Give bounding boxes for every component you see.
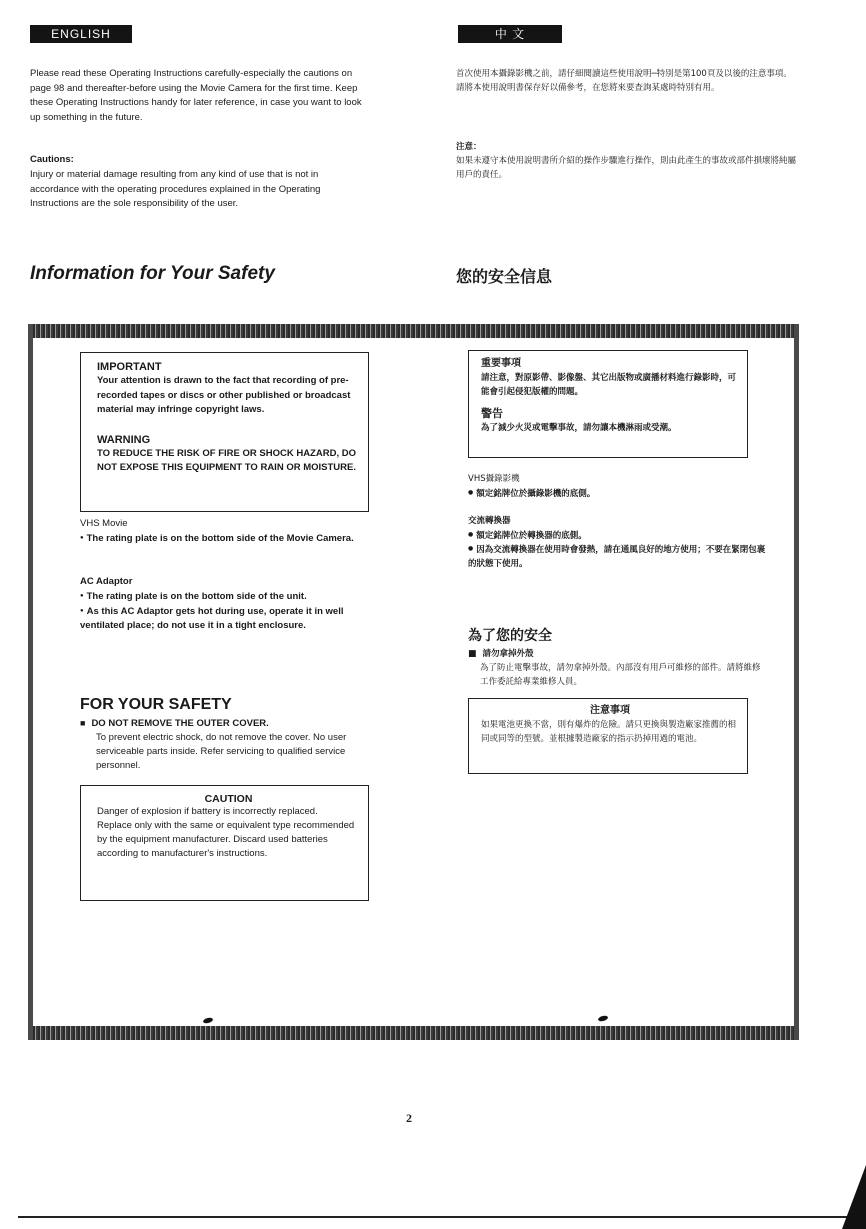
chinese-language-tab: 中 文 xyxy=(458,25,562,43)
chinese-safety-text: 為了防止電擊事故，請勿拿掉外殼。內部沒有用戶可維修的部件。請將維修工作委託給專業維修人員。 xyxy=(480,663,761,687)
page-number: 2 xyxy=(406,1111,412,1125)
chinese-warning-text: 為了減少火災或電擊事故，請勿讓本機淋雨或受潮。 xyxy=(481,423,677,433)
chinese-important-warning-box xyxy=(468,350,748,458)
chinese-important-title: 重要事項 xyxy=(481,358,521,369)
english-vhs-text: ● The rating plate is on the bottom side of the Movie Camera. xyxy=(80,531,365,546)
chinese-important-text: 請注意，對原影帶、影像盤、其它出版物或廣播材料進行錄影時，可能會引起侵犯版權的問題。 xyxy=(481,373,737,397)
corner-scan-shadow xyxy=(842,1165,866,1229)
panel-top-edge xyxy=(33,324,794,338)
english-ac-item-2: ● As this AC Adaptor gets hot during use, operate it in well ventilated place; do not use it in a tight enclosure. xyxy=(80,604,365,633)
english-cautions-text: Injury or material damage resulting from any kind of use that is not in accordance with the operating procedures explained in the Operating Instructions are the sole responsibility of the user. xyxy=(30,169,321,209)
chinese-safety-subtitle: ■ 請勿拿掉外殼 xyxy=(468,647,534,661)
chinese-ac-item-1: ● 額定銘牌位於轉換器的底側。 xyxy=(468,528,768,543)
english-important-warning-box xyxy=(80,352,369,512)
english-safety-subtitle: ■ DO NOT REMOVE THE OUTER COVER. xyxy=(80,716,269,731)
caution-text-2: Replace only with the same or equivalent type recommended by the equipment manufacturer. Discard used batteries according to manufacturer's instructions. xyxy=(97,820,355,859)
english-vhs-title: VHS Movie xyxy=(80,518,128,529)
chinese-safety-title: 為了您的安全 xyxy=(468,628,552,644)
chinese-cautions-title: 注意： xyxy=(456,142,482,152)
important-text: Your attention is drawn to the fact that recording of pre-recorded tapes or discs or other published or broadcast material may infringe copyright laws. xyxy=(97,375,351,415)
caution-title: CAUTION xyxy=(204,793,253,805)
chinese-vhs-title: VHS攝錄影機 xyxy=(468,474,520,484)
chinese-warning-title: 警告 xyxy=(481,407,503,420)
chinese-vhs-text: ● 額定銘牌位於攝錄影機的底側。 xyxy=(468,486,768,501)
chinese-ac-title: 交流轉換器 xyxy=(468,516,511,526)
english-ac-title: AC Adaptor xyxy=(80,576,133,587)
english-ac-item-1: ● The rating plate is on the bottom side of the unit. xyxy=(80,589,365,604)
chinese-cautions-text: 如果未遵守本使用說明書所介紹的操作步驟進行操作，則由此產生的事故或部件損壞將純屬用戶的責任。 xyxy=(456,156,797,180)
english-section-heading: Information for Your Safety xyxy=(30,263,275,284)
english-language-tab: ENGLISH xyxy=(30,25,132,43)
important-title: IMPORTANT xyxy=(97,361,162,373)
english-intro-paragraph: Please read these Operating Instructions carefully-especially the cautions on page 98 and thereafter-before using the Movie Camera for the first time. Keep these Operating Instructions handy for later reference, in case you want to look up something in the future. xyxy=(30,68,362,123)
panel-bottom-edge xyxy=(33,1026,794,1040)
english-caution-box xyxy=(80,785,369,901)
warning-text: TO REDUCE THE RISK OF FIRE OR SHOCK HAZARD, DO NOT EXPOSE THIS EQUIPMENT TO RAIN OR MOISTURE. xyxy=(97,447,356,473)
bottom-scan-line xyxy=(18,1216,848,1218)
english-safety-title: FOR YOUR SAFETY xyxy=(80,696,232,713)
caution-text-1: Danger of explosion if battery is incorrectly replaced. xyxy=(97,806,318,817)
warning-title: WARNING xyxy=(97,433,151,446)
chinese-caution-text: 如果電池更換不當，則有爆炸的危險。請只更換與製造廠家推薦的相同或同等的型號。並根據製造廠家的指示扔掉用過的電池。 xyxy=(481,720,737,744)
chinese-intro-paragraph: 首次使用本攝錄影機之前，請仔細閱讀這些使用說明─特別是第100頁及以後的注意事項。請將本使用說明書保存好以備參考，在您將來要查詢某處時特別有用。 xyxy=(456,69,792,93)
chinese-ac-item-2: ● 因為交流轉換器在使用時會發熱，請在通風良好的地方使用；不要在緊閉包裹的狀態下使用。 xyxy=(468,542,768,571)
chinese-caution-title: 注意事項 xyxy=(590,705,630,716)
chinese-section-heading: 您的安全信息 xyxy=(456,267,553,286)
chinese-caution-box xyxy=(468,698,748,774)
english-safety-text: To prevent electric shock, do not remove the cover. No user serviceable parts inside. Refer servicing to qualified service personnel. xyxy=(96,732,347,771)
english-cautions-title: Cautions: xyxy=(30,154,74,165)
